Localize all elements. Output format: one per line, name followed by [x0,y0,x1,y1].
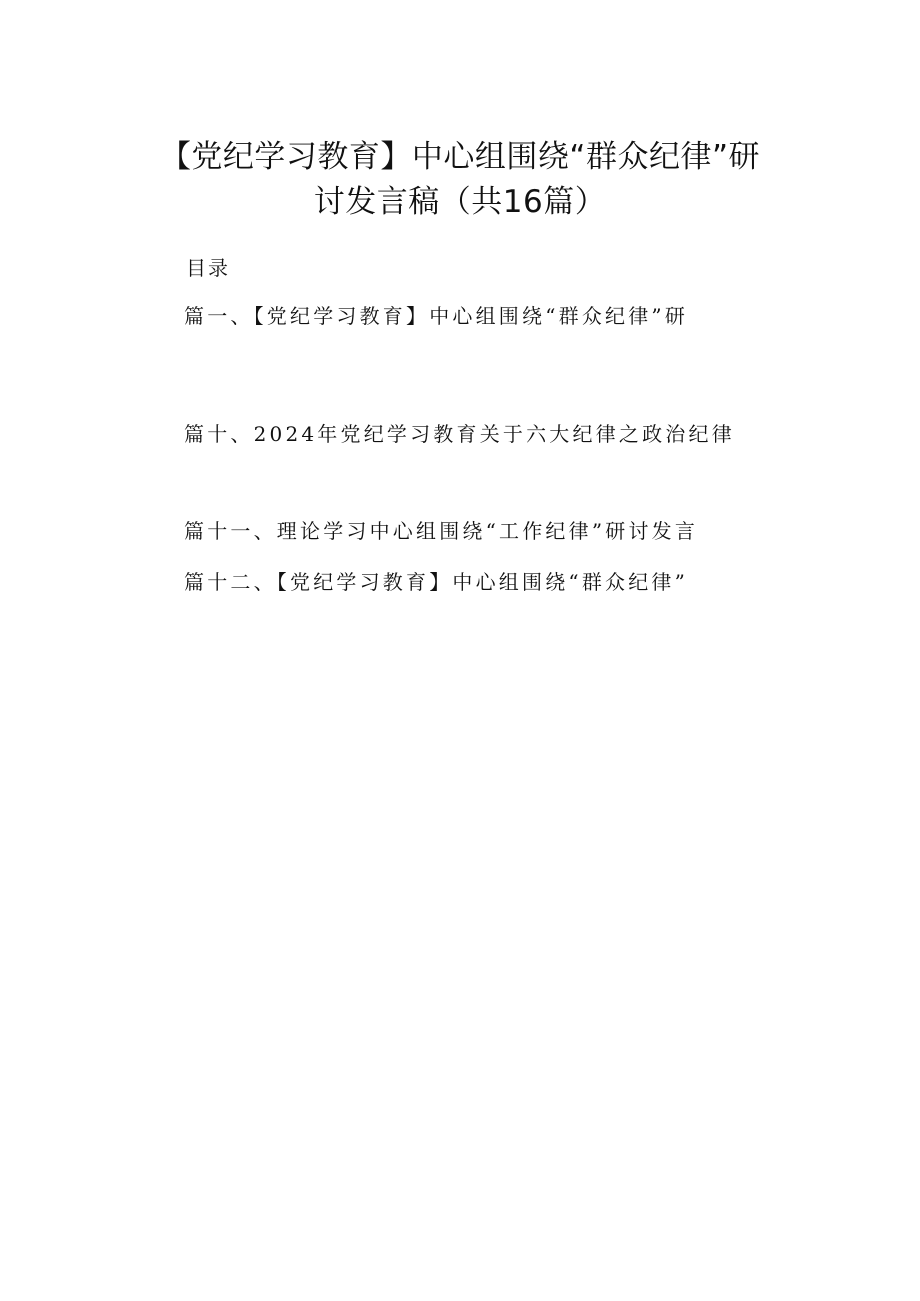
toc-item: 篇一、【党纪学习教育】中心组围绕“群众纪律”研 [184,304,689,328]
toc-item: 篇十一、理论学习中心组围绕“工作纪律”研讨发言 [184,519,699,543]
toc-heading: 目录 [186,256,230,280]
toc-item: 篇十、2024年党纪学习教育关于六大纪律之政治纪律 [184,422,735,446]
document-title-line-1: 【党纪学习教育】中心组围绕“群众纪律”研 [159,139,761,175]
toc-item: 篇十二、【党纪学习教育】中心组围绕“群众纪律” [184,570,689,594]
document-title-line-2: 讨发言稿（共16篇） [313,184,607,220]
